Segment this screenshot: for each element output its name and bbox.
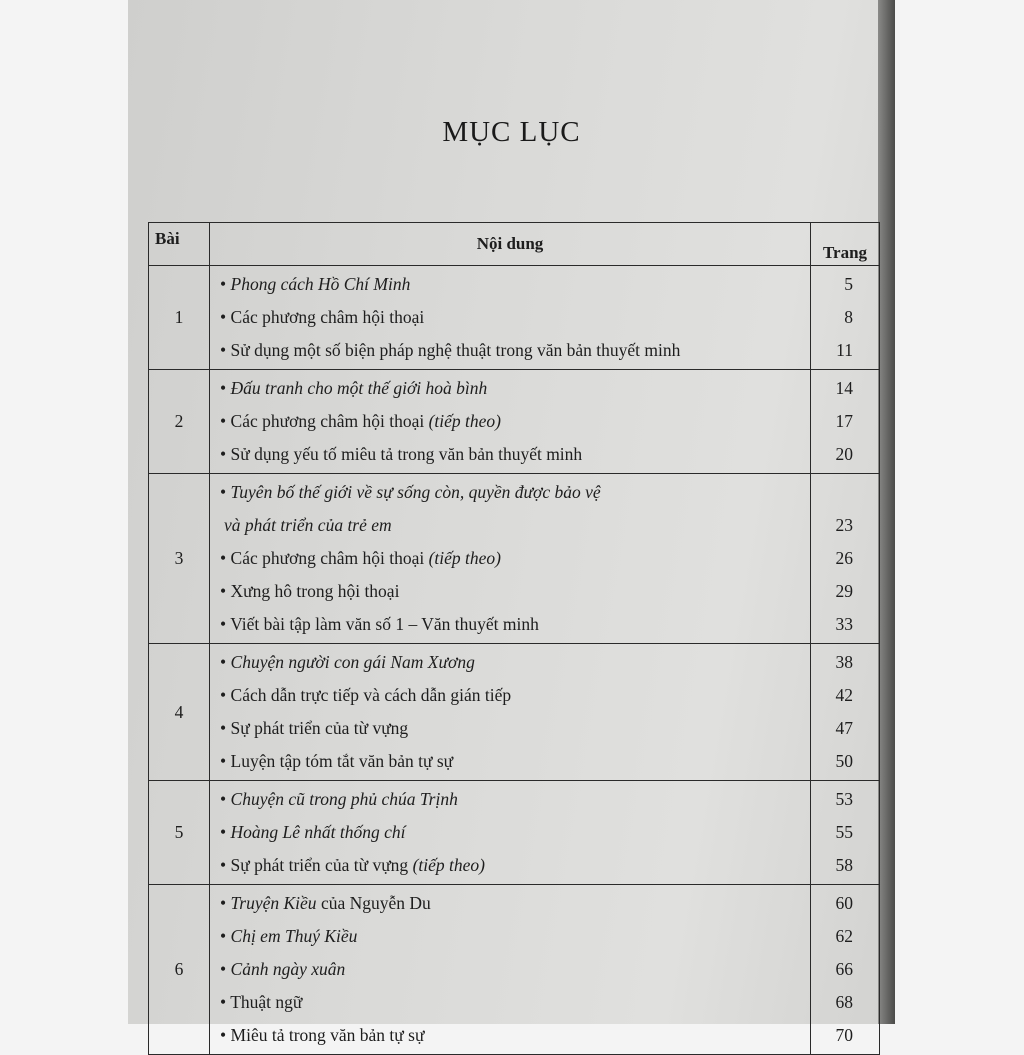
entry-title: Các phương châm hội thoại (230, 548, 429, 568)
page-title: MỤC LỤC (442, 116, 581, 148)
toc-entry (220, 953, 810, 986)
entry-title: Sử dụng yếu tố miêu tả trong văn bản thuyết minh (230, 444, 583, 464)
lesson-items (210, 644, 811, 781)
lesson-group (149, 266, 880, 370)
page-edge-shadow (878, 0, 895, 1024)
entry-title: Truyện Kiều (230, 893, 317, 913)
bullet-icon: • (220, 614, 231, 634)
bullet-icon: • (220, 581, 231, 601)
table-of-contents (148, 222, 880, 1055)
entry-title: Chuyện người con gái Nam Xương (230, 652, 475, 672)
toc-entry (220, 986, 810, 1019)
entry-page-number: 68 (835, 992, 853, 1012)
toc-entry (220, 438, 810, 471)
header-page: Trang (811, 223, 880, 266)
bullet-icon: • (220, 340, 231, 360)
bullet-icon: • (220, 444, 231, 464)
toc-entry (220, 745, 810, 778)
toc-entry (220, 405, 810, 438)
toc-entry (220, 679, 810, 712)
entry-page-number: 20 (835, 444, 853, 464)
entry-title: Viết bài tập làm văn số 1 – Văn thuyết minh (230, 614, 539, 634)
bullet-icon: • (220, 718, 231, 738)
bullet-icon: • (220, 751, 231, 771)
lesson-number: 1 (149, 266, 210, 370)
toc-entry (220, 542, 810, 575)
entry-page-number: 23 (835, 515, 853, 535)
entry-title: Tuyên bố thế giới về sự sống còn, quyền được bảo vệ (230, 482, 601, 502)
entry-page-number: 8 (844, 307, 853, 327)
toc-entry (220, 920, 810, 953)
entry-title: Cảnh ngày xuân (230, 959, 346, 979)
entry-title: của Nguyễn Du (316, 893, 431, 913)
entry-title: Sự phát triển của từ vựng (230, 855, 413, 875)
bullet-icon: • (220, 411, 231, 431)
entry-page-number: 62 (835, 926, 853, 946)
lesson-pages (811, 781, 880, 885)
entry-title: (tiếp theo) (428, 548, 501, 568)
entry-title: Xưng hô trong hội thoại (230, 581, 400, 601)
entry-title: Luyện tập tóm tắt văn bản tự sự (230, 751, 454, 771)
lesson-pages (811, 885, 880, 1055)
toc-entry (220, 816, 810, 849)
entry-title: Đấu tranh cho một thế giới hoà bình (230, 378, 488, 398)
bullet-icon: • (220, 274, 231, 294)
entry-title: (tiếp theo) (428, 411, 501, 431)
entry-page-number: 58 (835, 855, 853, 875)
entry-title: (tiếp theo) (412, 855, 485, 875)
lesson-number: 3 (149, 474, 210, 644)
entry-title: Phong cách Hồ Chí Minh (230, 274, 411, 294)
toc-entry (220, 301, 810, 334)
lesson-group (149, 885, 880, 1055)
lesson-number: 6 (149, 885, 210, 1055)
entry-title: Các phương châm hội thoại (230, 307, 425, 327)
toc-entry (220, 334, 810, 367)
entry-page-number: 47 (835, 718, 853, 738)
entry-title: Hoàng Lê nhất thống chí (230, 822, 406, 842)
toc-entry (220, 608, 810, 641)
lesson-items (210, 474, 811, 644)
toc-entry (220, 849, 810, 882)
entry-title: Sự phát triển của từ vựng (230, 718, 409, 738)
bullet-icon: • (220, 307, 231, 327)
toc-entry (220, 268, 810, 301)
entry-title: Cách dẫn trực tiếp và cách dẫn gián tiếp (230, 685, 512, 705)
entry-page-number (811, 476, 853, 509)
entry-title: Chuyện cũ trong phủ chúa Trịnh (230, 789, 458, 809)
bullet-icon: • (220, 959, 231, 979)
lesson-group (149, 644, 880, 781)
entry-page-number: 70 (835, 1025, 853, 1045)
lesson-items (210, 370, 811, 474)
lesson-items (210, 781, 811, 885)
bullet-icon: • (220, 685, 231, 705)
entry-page-number: 53 (835, 789, 853, 809)
entry-page-number: 42 (835, 685, 853, 705)
entry-title: Các phương châm hội thoại (230, 411, 429, 431)
bullet-icon: • (220, 855, 231, 875)
bullet-icon: • (220, 893, 231, 913)
bullet-icon: • (220, 822, 231, 842)
entry-page-number: 66 (835, 959, 853, 979)
header-content: Nội dung (210, 223, 811, 266)
entry-page-number: 50 (835, 751, 853, 771)
bullet-icon: • (220, 482, 231, 502)
entry-page-number: 55 (835, 822, 853, 842)
entry-page-number: 33 (835, 614, 853, 634)
lesson-group (149, 781, 880, 885)
entry-page-number: 17 (835, 411, 853, 431)
entry-title: Thuật ngữ (230, 992, 303, 1012)
entry-title: Miêu tả trong văn bản tự sự (230, 1025, 425, 1045)
lesson-pages (811, 370, 880, 474)
toc-entry (220, 646, 810, 679)
entry-page-number: 5 (844, 274, 853, 294)
header-lesson: Bài (149, 223, 210, 266)
lesson-pages (811, 644, 880, 781)
entry-page-number: 60 (835, 893, 853, 913)
lesson-items (210, 885, 811, 1055)
toc-entry (220, 712, 810, 745)
toc-entry (220, 372, 810, 405)
lesson-number: 4 (149, 644, 210, 781)
toc-entry (220, 783, 810, 816)
bullet-icon: • (220, 652, 231, 672)
lesson-pages (811, 474, 880, 644)
toc-entry (220, 575, 810, 608)
toc-entry (220, 509, 810, 542)
lesson-number: 2 (149, 370, 210, 474)
entry-page-number: 26 (835, 548, 853, 568)
lesson-number: 5 (149, 781, 210, 885)
toc-entry (220, 476, 810, 509)
bullet-icon: • (220, 992, 231, 1012)
entry-page-number: 14 (835, 378, 853, 398)
entry-page-number: 29 (835, 581, 853, 601)
lesson-pages (811, 266, 880, 370)
entry-title: Sử dụng một số biện pháp nghệ thuật trong văn bản thuyết minh (230, 340, 681, 360)
lesson-items (210, 266, 811, 370)
bullet-icon: • (220, 1025, 231, 1045)
entry-title: và phát triển của trẻ em (224, 515, 392, 535)
bullet-icon: • (220, 926, 231, 946)
header-row (149, 223, 880, 266)
entry-title: Chị em Thuý Kiều (230, 926, 358, 946)
lesson-group (149, 474, 880, 644)
toc-entry (220, 887, 810, 920)
entry-page-number: 11 (836, 340, 853, 360)
bullet-icon: • (220, 378, 231, 398)
lesson-group (149, 370, 880, 474)
toc-body (149, 266, 880, 1055)
bullet-icon: • (220, 548, 231, 568)
bullet-icon: • (220, 789, 231, 809)
entry-page-number: 38 (835, 652, 853, 672)
